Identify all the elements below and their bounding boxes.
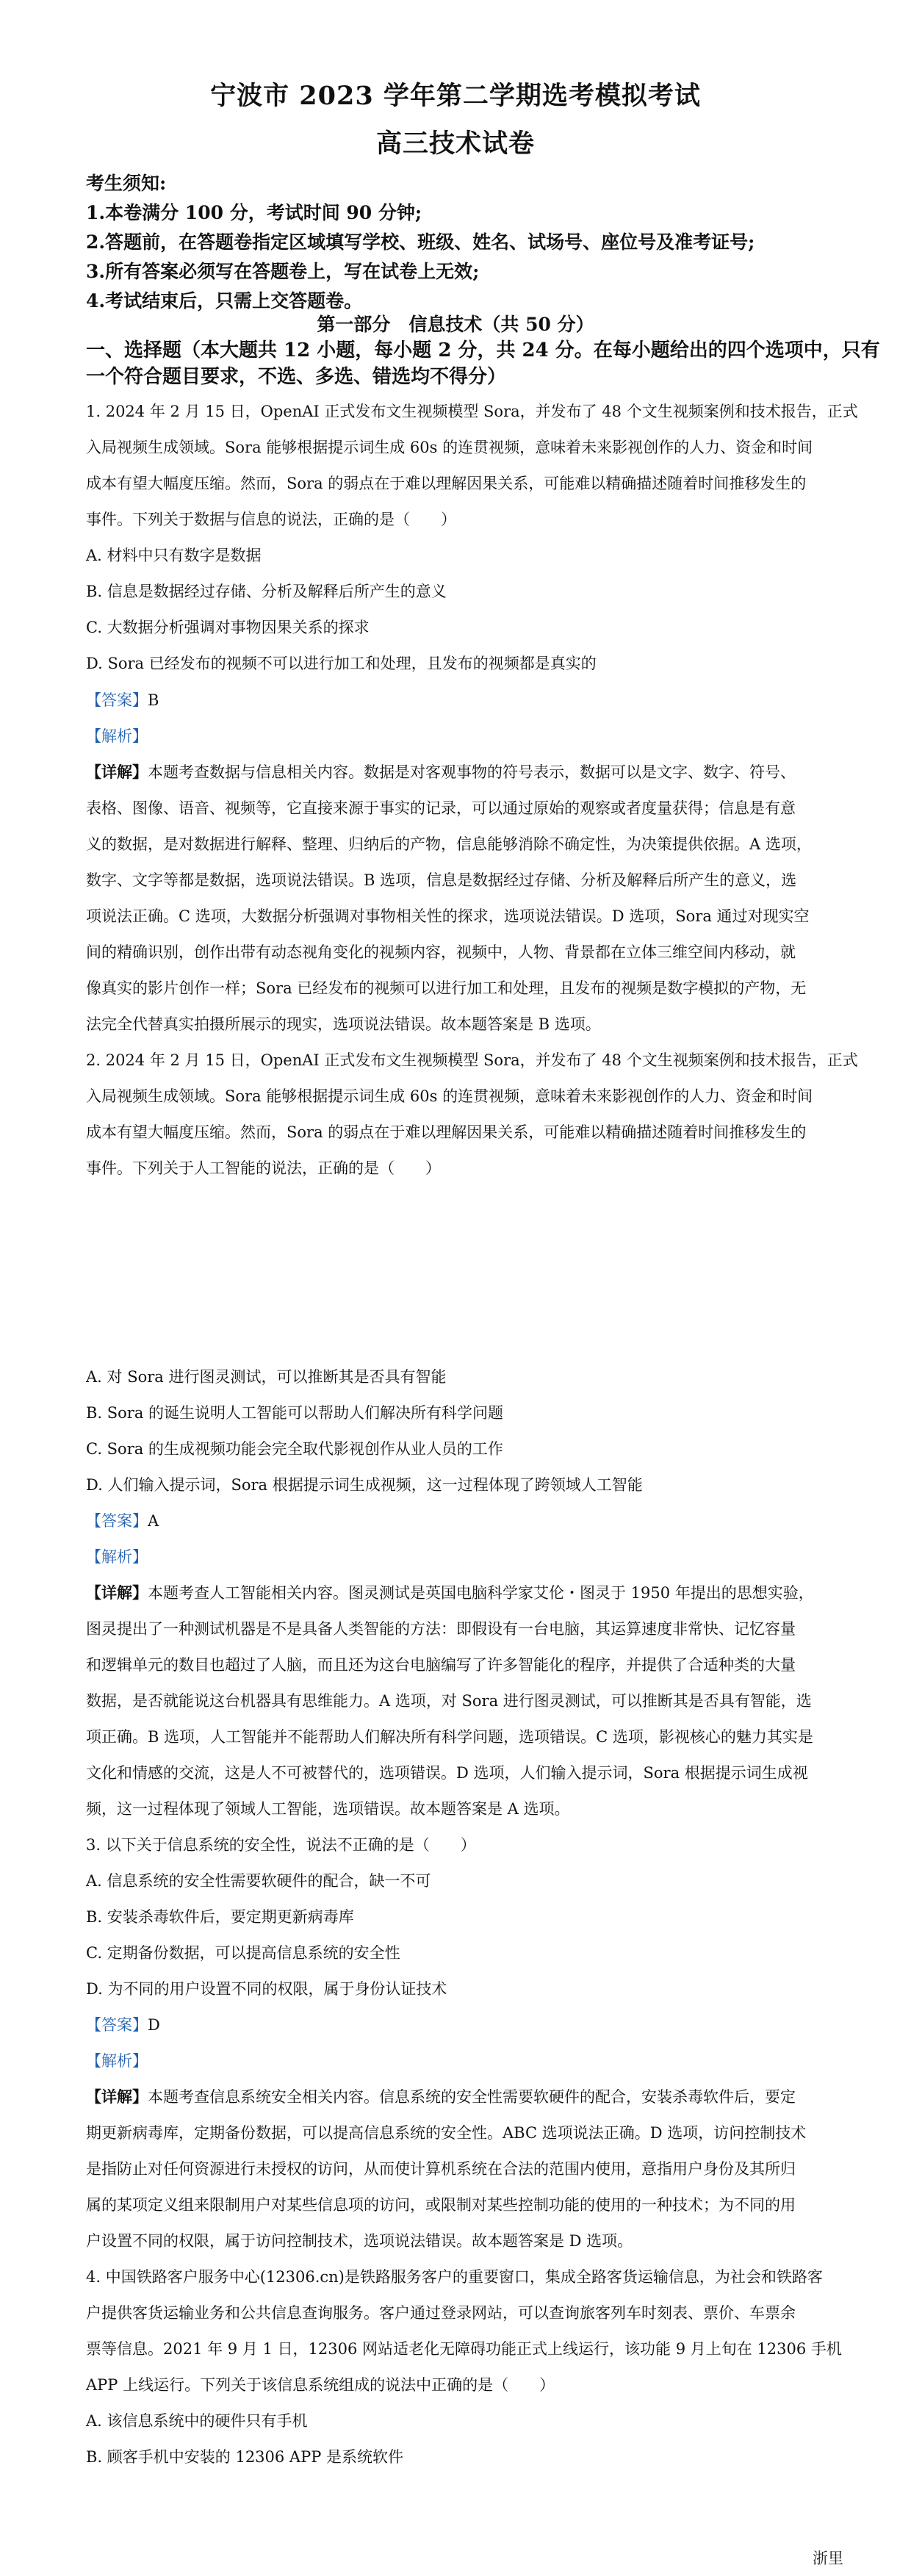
detail-label: 【详解】 — [86, 2087, 148, 2106]
answer-label: 【答案】 — [86, 691, 148, 709]
section-heading-line: 一、选择题（本大题共 12 小题，每小题 2 分，共 24 分。在每小题给出的四个选项中，只有 — [86, 339, 880, 361]
q1-detail-line: 间的精确识别，创作出带有动态视角变化的视频内容，视频中，人物、背景都在立体三维空间内移动，就 — [86, 943, 796, 961]
q2-detail-line: 图灵提出了一种测试机器是不是具备人类智能的方法：即假设有一台电脑，其运算速度非常快、记忆容量 — [86, 1620, 796, 1638]
q2-detail-line: 文化和情感的交流，这是人不可被替代的，选项错误。D 选项，人们输入提示词，Sora 根据提示词生成视 — [86, 1764, 808, 1782]
q4-stem-line: APP 上线运行。下列关于该信息系统组成的说法中正确的是（ ） — [86, 2376, 555, 2394]
q1-answer — [86, 688, 159, 710]
exam-subtitle: 高三技术试卷 — [375, 129, 535, 159]
q3-detail-line — [86, 2085, 796, 2107]
answer-value: B — [148, 691, 159, 709]
q2-option-c: C. Sora 的生成视频功能会完全取代影视创作从业人员的工作 — [86, 1440, 503, 1458]
q2-stem-line: 入局视频生成领域。Sora 能够根据提示词生成 60s 的连贯视频，意味着未来影视创作的人力、资金和时间 — [86, 1087, 813, 1105]
q2-option-b: B. Sora 的诞生说明人工智能可以帮助人们解决所有科学问题 — [86, 1404, 504, 1422]
detail-label: 【详解】 — [86, 763, 148, 781]
q1-detail-line: 数字、文字等都是数据，选项说法错误。B 选项，信息是数据经过存储、分析及解释后所产生的意义，选 — [86, 871, 797, 889]
section-heading-line: 一个符合题目要求，不选、多选、错选均不得分） — [86, 366, 507, 388]
notice-heading: 考生须知: — [86, 173, 167, 194]
q3-detail-line: 期更新病毒库，定期备份数据，可以提高信息系统的安全性。ABC 选项说法正确。D 选项，访问控制技术 — [86, 2124, 807, 2142]
q1-detail-line: 表格、图像、语音、视频等，它直接来源于事实的记录，可以通过原始的观察或者度量获得；信息是有意 — [86, 799, 796, 817]
q3-option-b: B. 安装杀毒软件后，要定期更新病毒库 — [86, 1908, 354, 1926]
q4-option-b: B. 顾客手机中安装的 12306 APP 是系统软件 — [86, 2448, 404, 2466]
q2-detail-line: 频，这一过程体现了领域人工智能，选项错误。故本题答案是 A 选项。 — [86, 1800, 570, 1818]
q2-answer — [86, 1509, 159, 1531]
q4-option-a: A. 该信息系统中的硬件只有手机 — [86, 2412, 308, 2430]
q4-stem-line: 户提供客货运输业务和公共信息查询服务。客户通过登录网站，可以查询旅客列车时刻表、票价、车票余 — [86, 2304, 796, 2322]
q2-stem-line: 成本有望大幅度压缩。然而，Sora 的弱点在于难以理解因果关系，可能难以精确描述随着时间推移发生的 — [86, 1123, 807, 1141]
q1-analysis-label: 【解析】 — [86, 727, 148, 745]
q1-stem-line: 事件。下列关于数据与信息的说法，正确的是（ ） — [86, 511, 456, 528]
page-footer: 浙里 — [813, 2550, 843, 2567]
detail-text: 本题考查数据与信息相关内容。数据是对客观事物的符号表示，数据可以是文字、数字、符号、 — [148, 763, 796, 781]
detail-text: 本题考查信息系统安全相关内容。信息系统的安全性需要软硬件的配合，安装杀毒软件后，要定 — [148, 2088, 796, 2106]
q3-analysis-label: 【解析】 — [86, 2052, 148, 2070]
q2-stem-line: 2. 2024 年 2 月 15 日，OpenAI 正式发布文生视频模型 Sora，并发布了 48 个文生视频案例和技术报告，正式 — [86, 1051, 858, 1069]
q3-stem: 3. 以下关于信息系统的安全性，说法不正确的是（ ） — [86, 1836, 476, 1854]
q3-detail-line: 是指防止对任何资源进行未授权的访问，从而使计算机系统在合法的范围内使用，意指用户身份及其所归 — [86, 2160, 796, 2178]
q1-detail-line — [86, 760, 796, 782]
q3-option-c: C. 定期备份数据，可以提高信息系统的安全性 — [86, 1944, 400, 1962]
q2-detail-line — [86, 1581, 814, 1603]
part-title: 第一部分 信息技术（共 50 分） — [317, 314, 594, 335]
q3-option-a: A. 信息系统的安全性需要软硬件的配合，缺一不可 — [86, 1872, 431, 1890]
q2-detail-line: 和逻辑单元的数目也超过了人脑，而且还为这台电脑编写了许多智能化的程序，并提供了合适种类的大量 — [86, 1656, 796, 1674]
q1-stem-line: 成本有望大幅度压缩。然而，Sora 的弱点在于难以理解因果关系，可能难以精确描述随着时间推移发生的 — [86, 475, 807, 492]
notice-item: 3.所有答案必须写在答题卷上，写在试卷上无效; — [86, 261, 480, 282]
notice-item: 4.考试结束后，只需上交答题卷。 — [86, 290, 363, 312]
q1-stem-line: 入局视频生成领域。Sora 能够根据提示词生成 60s 的连贯视频，意味着未来影视创作的人力、资金和时间 — [86, 439, 813, 456]
q4-stem-line: 4. 中国铁路客户服务中心(12306.cn)是铁路服务客户的重要窗口，集成全路客货运输信息，为社会和铁路客 — [86, 2268, 823, 2286]
q1-option-b: B. 信息是数据经过存储、分析及解释后所产生的意义 — [86, 583, 447, 600]
q2-detail-line: 项正确。B 选项，人工智能并不能帮助人们解决所有科学问题，选项错误。C 选项，影视核心的魅力其实是 — [86, 1728, 813, 1746]
q1-detail-line: 像真实的影片创作一样；Sora 已经发布的视频可以进行加工和处理，且发布的视频是数字模拟的产物，无 — [86, 979, 807, 997]
q3-detail-line: 属的某项定义组来限制用户对某些信息项的访问，或限制对某些控制功能的使用的一种技术；为不同的用 — [86, 2196, 796, 2214]
answer-label: 【答案】 — [86, 1512, 148, 1530]
answer-label: 【答案】 — [86, 2016, 148, 2034]
answer-value: D — [148, 2016, 160, 2034]
q1-option-a: A. 材料中只有数字是数据 — [86, 547, 262, 564]
q1-detail-line: 项说法正确。C 选项，大数据分析强调对事物相关性的探求，选项说法错误。D 选项，Sora 通过对现实空 — [86, 907, 810, 925]
answer-value: A — [148, 1512, 159, 1530]
q1-option-d: D. Sora 已经发布的视频不可以进行加工和处理，且发布的视频都是真实的 — [86, 655, 597, 672]
q1-detail-line: 义的数据，是对数据进行解释、整理、归纳后的产物，信息能够消除不确定性，为决策提供依据。A 选项， — [86, 835, 812, 853]
exam-title: 宁波市 2023 学年第二学期选考模拟考试 — [210, 81, 701, 111]
q3-detail-line: 户设置不同的权限，属于访问控制技术，选项说法错误。故本题答案是 D 选项。 — [86, 2232, 633, 2250]
notice-item: 2.答题前，在答题卷指定区域填写学校、班级、姓名、试场号、座位号及准考证号; — [86, 231, 755, 253]
q2-stem-line: 事件。下列关于人工智能的说法，正确的是（ ） — [86, 1159, 441, 1177]
detail-label: 【详解】 — [86, 1583, 148, 1602]
q4-stem-line: 票等信息。2021 年 9 月 1 日，12306 网站适老化无障碍功能正式上线运行，该功能 9 月上旬在 12306 手机 — [86, 2340, 842, 2358]
detail-text: 本题考查人工智能相关内容。图灵测试是英国电脑科学家艾伦・图灵于 1950 年提出的思想实验， — [148, 1584, 814, 1602]
q2-detail-line: 数据，是否就能说这台机器具有思维能力。A 选项，对 Sora 进行图灵测试，可以推断其是否具有智能，选 — [86, 1692, 812, 1710]
notice-item: 1.本卷满分 100 分，考试时间 90 分钟; — [86, 202, 422, 223]
q2-option-a: A. 对 Sora 进行图灵测试，可以推断其是否具有智能 — [86, 1368, 447, 1386]
q3-answer — [86, 2013, 160, 2035]
q3-option-d: D. 为不同的用户设置不同的权限，属于身份认证技术 — [86, 1980, 447, 1998]
q2-option-d: D. 人们输入提示词，Sora 根据提示词生成视频，这一过程体现了跨领域人工智能 — [86, 1476, 643, 1494]
q1-option-c: C. 大数据分析强调对事物因果关系的探求 — [86, 619, 370, 636]
q2-analysis-label: 【解析】 — [86, 1548, 148, 1566]
q1-stem-line: 1. 2024 年 2 月 15 日，OpenAI 正式发布文生视频模型 Sora，并发布了 48 个文生视频案例和技术报告，正式 — [86, 403, 858, 420]
q1-detail-line: 法完全代替真实拍摄所展示的现实，选项说法错误。故本题答案是 B 选项。 — [86, 1015, 601, 1033]
